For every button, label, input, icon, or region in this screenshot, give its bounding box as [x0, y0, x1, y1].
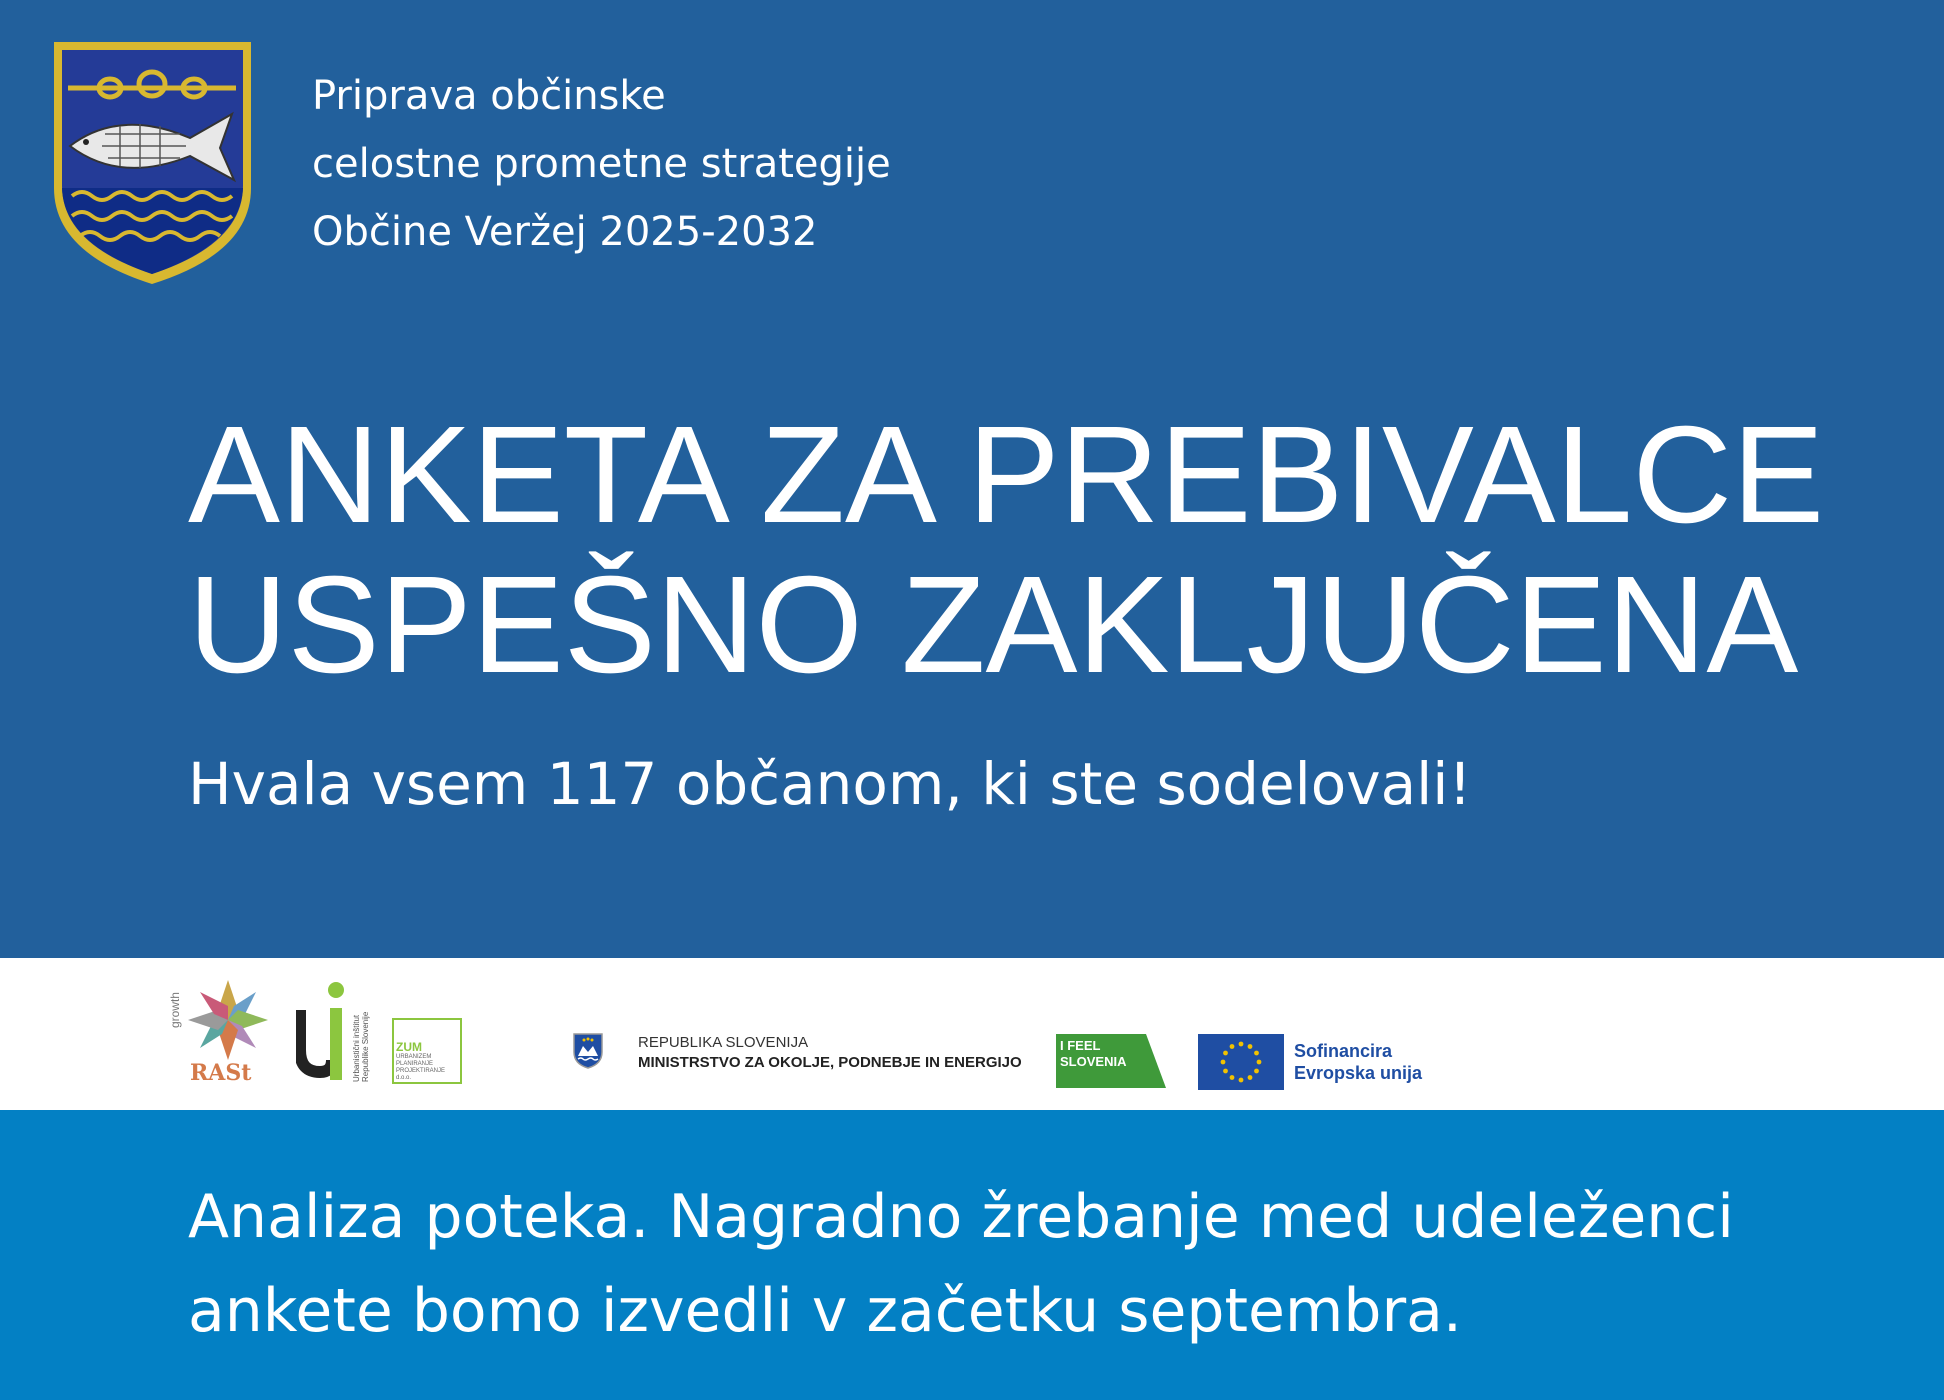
- zum-line-4: d.o.o.: [396, 1075, 412, 1081]
- subtitle-line-1: Priprava občinske: [312, 73, 666, 119]
- analysis-note: [188, 1170, 1734, 1358]
- ministry-logo: [572, 1032, 1032, 1076]
- rast-logo: [168, 978, 280, 1090]
- eu-line-1: Sofinancira: [1294, 1041, 1393, 1061]
- zum-line-2: PLANIRANJE: [396, 1061, 434, 1067]
- rast-side-text: growth: [168, 992, 182, 1029]
- subtitle-line-2: celostne prometne strategije: [312, 141, 891, 187]
- eu-text: [1294, 1040, 1422, 1084]
- headline-line-2: USPEŠNO ZAKLJUČENA: [188, 548, 1799, 702]
- eu-cofunded-logo: [1198, 1034, 1458, 1090]
- note-line-1: Analiza poteka. Nagradno žrebanje med udeleženci: [188, 1182, 1734, 1252]
- zum-line-3: PROJEKTIRANJE: [396, 1068, 446, 1074]
- rast-star-icon: [168, 978, 280, 1064]
- ui-side-text: Urbanistični inštitut Republike Slovenije: [352, 1011, 370, 1082]
- eu-flag-icon: [1198, 1034, 1284, 1090]
- zum-title: ZUM: [396, 1040, 422, 1054]
- zum-subtext: [396, 1054, 445, 1082]
- note-line-2: ankete bomo izvedli v začetku septembra.: [188, 1276, 1462, 1346]
- zum-logo: [392, 1018, 462, 1084]
- zum-line-1: URBANIZEM: [396, 1054, 432, 1060]
- slovenia-coat-of-arms-icon: [572, 1032, 604, 1070]
- thanks-message: Hvala vsem 117 občanom, ki ste sodelovali!: [188, 750, 1472, 818]
- ifeel-line-2: SLOVENIA: [1060, 1054, 1127, 1069]
- subtitle-line-3: Občine Veržej 2025-2032: [312, 209, 818, 255]
- headline: [188, 400, 1824, 700]
- ui-mark-icon: [296, 980, 352, 1084]
- ministry-line-1: REPUBLIKA SLOVENIJA: [638, 1034, 809, 1051]
- urban-institute-logo: [296, 980, 368, 1088]
- ministry-line-2: MINISTRSTVO ZA OKOLJE, PODNEBJE IN ENERGIJO: [638, 1054, 1022, 1071]
- strategy-subtitle: [312, 62, 891, 266]
- ifeel-line-1: I FEEL: [1060, 1038, 1101, 1053]
- partner-logos-strip: [0, 958, 1944, 1110]
- eu-line-2: Evropska unija: [1294, 1063, 1423, 1083]
- i-feel-slovenia-logo: [1056, 1034, 1166, 1088]
- rast-label: RASt: [190, 1060, 252, 1086]
- ifeel-text: [1060, 1038, 1126, 1070]
- headline-line-1: ANKETA ZA PREBIVALCE: [188, 398, 1825, 552]
- municipal-crest-icon: [50, 38, 255, 288]
